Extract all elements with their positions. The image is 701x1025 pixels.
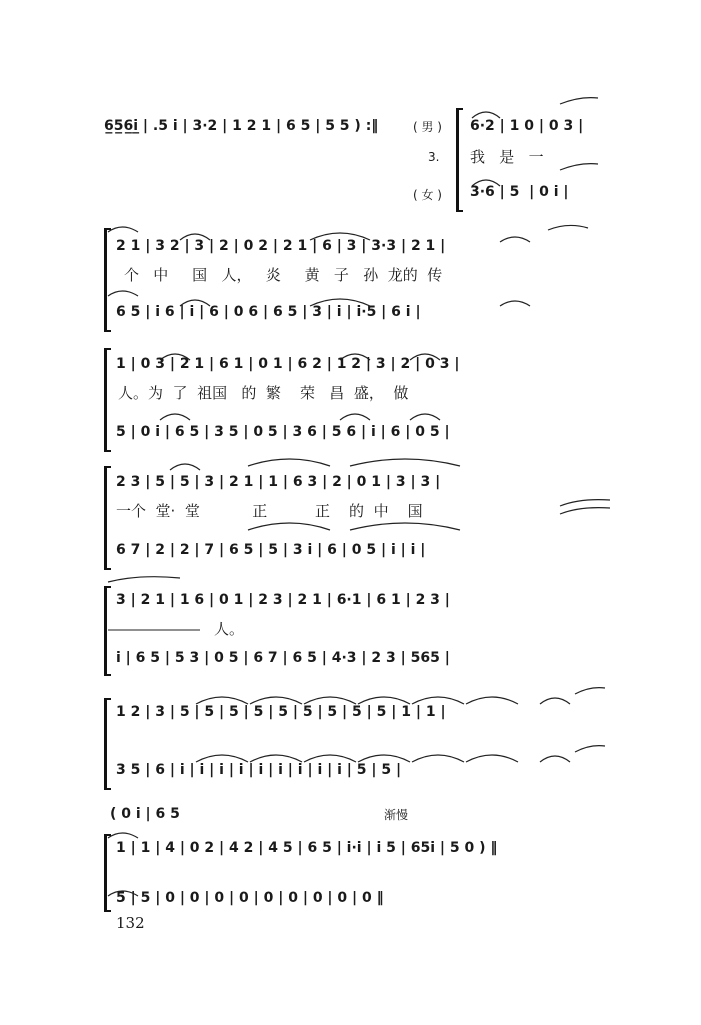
female-part-label: ( 女 ) [413, 188, 442, 202]
system-brace [104, 348, 111, 452]
page-number: 132 [116, 914, 145, 932]
system-brace [456, 108, 463, 212]
row1-top-notes: 2 1 | 3 2 | 3 | 2 | 0 2 | 2 1 | 6 | 3 | 3·3 | 2 1 | [116, 238, 446, 254]
row4-bottom-notes: i | 6 5 | 5 3 | 0 5 | 6 7 | 6 5 | 4·3 | 2 3 | 565 | [116, 650, 450, 666]
row3-top-notes: 2 3 | 5 | 5 | 3 | 2 1 | 1 | 6 3 | 2 | 0 1 | 3 | 3 | [116, 474, 441, 490]
system-brace [104, 228, 111, 332]
female-notes: 3·6 | 5 | 0 i | [470, 184, 569, 200]
system-brace [104, 834, 111, 912]
tempo-mark: 渐慢 [384, 808, 409, 822]
row1-bottom-notes: 6 5 | i 6 | i | 6 | 0 6 | 6 5 | 3 | i | i·5 | 6 i | [116, 304, 421, 320]
row6-pre-notes: ( 0 i | 6 5 [110, 806, 180, 822]
lyric-line-3: 一个 堂· 堂 正 正 的 中 国 [116, 502, 423, 520]
lyric-line-4: 人。 [214, 620, 245, 638]
lyric-line-0: 我 是 一 [470, 148, 544, 166]
row2-top-notes: 1 | 0 3 | 2 1 | 6 1 | 0 1 | 6 2 | 1 2 | 3 | 2 | 0 3 | [116, 356, 460, 372]
row4-top-notes: 3 | 2 1 | 1 6 | 0 1 | 2 3 | 2 1 | 6·1 | 6 1 | 2 3 | [116, 592, 450, 608]
lyric-line-2: 人。为 了 祖国 的 繁 荣 昌 盛， 做 [118, 384, 409, 402]
verse-number: 3. [428, 150, 440, 164]
row5-bottom-notes: 3 5 | 6 | i | i | i | i | i | i | i | i | i | 5 | 5 | [116, 762, 402, 778]
row6-bottom-notes: 5 | 5 | 0 | 0 | 0 | 0 | 0 | 0 | 0 | 0 | 0 ‖ [116, 890, 384, 906]
row5-top-notes: 1 2 | 3 | 5 | 5 | 5 | 5 | 5 | 5 | 5 | 5 | 5 | 1 | 1 | [116, 704, 446, 720]
row0-notes: 6̲5̲6̲i̲ | .5 i | 3·2 | 1 2 1 | 6 5 | 5 5 ) :‖ [104, 118, 379, 134]
row2-bottom-notes: 5 | 0 i | 6 5 | 3 5 | 0 5 | 3 6 | 5 6 | i | 6 | 0 5 | [116, 424, 450, 440]
male-part-label: ( 男 ) [413, 120, 442, 134]
system-brace [104, 698, 111, 790]
system-brace [104, 466, 111, 570]
row3-bottom-notes: 6 7 | 2 | 2 | 7 | 6 5 | 5 | 3 i | 6 | 0 5 | i | i | [116, 542, 426, 558]
row6-top-notes: 1 | 1 | 4 | 0 2 | 4 2 | 4 5 | 6 5 | i·i | i 5 | 65i | 5 0 ) ‖ [116, 840, 498, 856]
male-notes: 6·2 | 1 0 | 0 3 | [470, 118, 584, 134]
system-brace [104, 586, 111, 676]
lyric-line-1: 个 中 国 人， 炎 黄 子 孙 龙的 传 [124, 266, 443, 284]
